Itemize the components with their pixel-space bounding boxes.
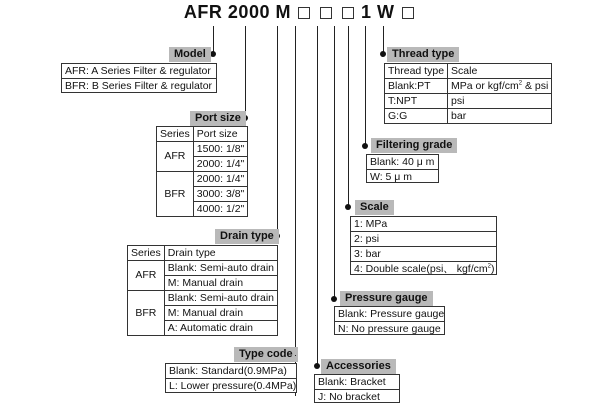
connector-accessories-dot bbox=[314, 363, 320, 369]
connector-filter-dot bbox=[362, 143, 368, 149]
model-box bbox=[61, 63, 217, 93]
thread-type-row-pt-scale-text: MPa or kgf/cm bbox=[451, 79, 519, 92]
connector-model-v bbox=[213, 26, 214, 54]
scale-row-double-prefix: 4: Double scale(psi、 kgf/cm bbox=[354, 263, 488, 275]
code-box-port-size bbox=[298, 7, 310, 19]
connector-drain-v bbox=[277, 26, 278, 236]
type-code-box bbox=[165, 363, 297, 393]
model-row-bfr: BFR: B Series Filter & regulator bbox=[65, 80, 213, 92]
connector-type-v bbox=[295, 26, 296, 396]
connector-thread-dot bbox=[380, 51, 386, 57]
scale-row-double-suffix: ) bbox=[490, 263, 495, 275]
drain-type-bfr-row: M: Manual drain bbox=[164, 306, 277, 321]
connector-filter-v bbox=[365, 26, 366, 146]
port-size-afr-row: 2000: 1/4" bbox=[193, 157, 248, 172]
scale-row-mpa: 1: MPa bbox=[351, 217, 496, 232]
drain-type-series-afr: AFR bbox=[128, 261, 165, 291]
type-code-label: Type code bbox=[234, 347, 298, 362]
accessories-label: Accessories bbox=[321, 359, 396, 374]
thread-type-row-g-scale: bar bbox=[448, 109, 552, 124]
type-code-row-standard: Blank: Standard(0.9MPa) bbox=[166, 364, 296, 379]
code-box-drain-type bbox=[320, 7, 332, 19]
pressure-gauge-row-no-gauge: N: No pressure gauge bbox=[338, 323, 441, 335]
title-suffix: 1 W bbox=[361, 2, 395, 22]
connector-type-h bbox=[295, 355, 296, 356]
filtering-grade-row-5: W: 5 μ m bbox=[370, 171, 413, 183]
model-code-title bbox=[0, 2, 600, 26]
scale-box bbox=[350, 216, 497, 275]
thread-type-row-npt: T:NPT bbox=[385, 94, 448, 109]
thread-type-row-g: G:G bbox=[385, 109, 448, 124]
drain-type-afr-row: M: Manual drain bbox=[164, 276, 277, 291]
port-size-header-size: Port size bbox=[193, 127, 248, 142]
thread-type-header-scale: Scale bbox=[448, 64, 552, 79]
thread-type-row-pt: Blank:PT bbox=[385, 79, 448, 94]
port-size-series-afr: AFR bbox=[157, 142, 194, 172]
port-size-label: Port size bbox=[190, 111, 246, 126]
filtering-grade-box bbox=[366, 154, 439, 183]
drain-type-bfr-row: Blank: Semi-auto drain bbox=[164, 291, 277, 306]
drain-type-series-bfr: BFR bbox=[128, 291, 165, 336]
drain-type-header-type: Drain type bbox=[164, 246, 277, 261]
port-size-afr-row: 1500: 1/8" bbox=[193, 142, 248, 157]
scale-row-bar: 3: bar bbox=[351, 247, 496, 262]
drain-type-afr-row: Blank: Semi-auto drain bbox=[164, 261, 277, 276]
pressure-gauge-row-gauge: Blank: Pressure gauge bbox=[335, 307, 444, 322]
scale-row-psi: 2: psi bbox=[351, 232, 496, 247]
type-code-row-lower: L: Lower pressure(0.4MPa) bbox=[169, 380, 296, 392]
accessories-box bbox=[314, 374, 400, 403]
thread-type-row-pt-scale bbox=[448, 79, 552, 94]
port-size-bfr-row: 3000: 3/8" bbox=[193, 187, 248, 202]
filtering-grade-label: Filtering grade bbox=[371, 138, 457, 153]
thread-type-label: Thread type bbox=[387, 47, 459, 62]
scale-row-double bbox=[351, 262, 496, 277]
thread-type-header-type: Thread type bbox=[385, 64, 448, 79]
thread-type-row-pt-scale-tail: & psi bbox=[522, 79, 549, 92]
accessories-row-no-bracket: J: No bracket bbox=[318, 391, 380, 403]
thread-type-table bbox=[384, 63, 552, 124]
connector-accessories-v bbox=[317, 26, 318, 366]
title-prefix: AFR 2000 M bbox=[183, 2, 291, 22]
connector-gauge-dot bbox=[331, 296, 337, 302]
thread-type-row-npt-scale: psi bbox=[448, 94, 552, 109]
port-size-table bbox=[156, 126, 248, 217]
scale-label: Scale bbox=[355, 200, 394, 215]
filtering-grade-row-40: Blank: 40 μ m bbox=[367, 155, 438, 170]
connector-gauge-v bbox=[334, 26, 335, 299]
port-size-bfr-row: 2000: 1/4" bbox=[193, 172, 248, 187]
code-box-type-code bbox=[342, 7, 354, 19]
accessories-row-bracket: Blank: Bracket bbox=[315, 375, 399, 390]
drain-type-table bbox=[127, 245, 278, 336]
scale-row-double-sup: 2 bbox=[487, 263, 491, 270]
model-label: Model bbox=[169, 47, 211, 62]
thread-type-row-pt-scale-sup: 2 bbox=[518, 80, 523, 86]
drain-type-label: Drain type bbox=[215, 229, 279, 244]
connector-thread-v bbox=[383, 26, 384, 54]
pressure-gauge-box bbox=[334, 306, 445, 335]
connector-scale-dot bbox=[345, 204, 351, 210]
port-size-header-series: Series bbox=[157, 127, 194, 142]
connector-port-v bbox=[245, 26, 246, 118]
connector-scale-v bbox=[348, 26, 349, 207]
pressure-gauge-label: Pressure gauge bbox=[340, 291, 433, 306]
drain-type-bfr-row: A: Automatic drain bbox=[164, 321, 277, 336]
connector-model-dot bbox=[210, 51, 216, 57]
drain-type-header-series: Series bbox=[128, 246, 165, 261]
port-size-bfr-row: 4000: 1/2" bbox=[193, 202, 248, 217]
port-size-series-bfr: BFR bbox=[157, 172, 194, 217]
model-row-afr: AFR: A Series Filter & regulator bbox=[62, 64, 216, 79]
code-box-thread-type bbox=[402, 7, 414, 19]
